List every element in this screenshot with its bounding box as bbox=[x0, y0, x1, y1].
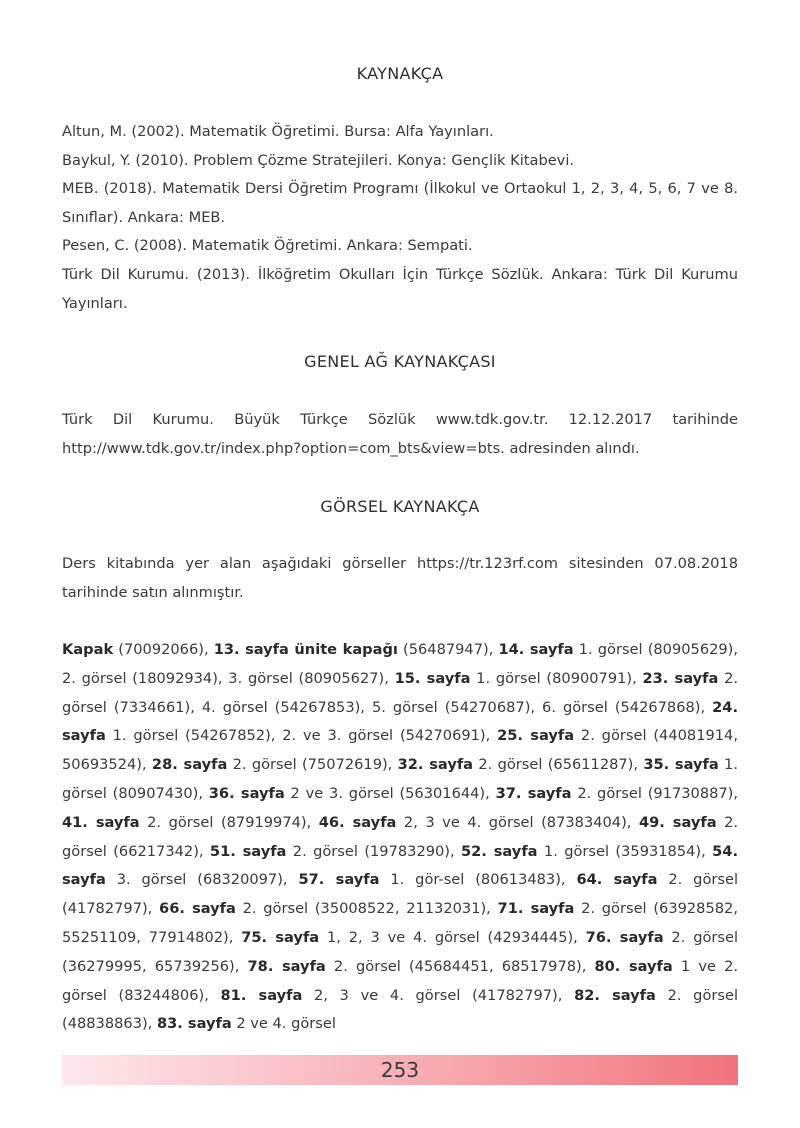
ref-page-label: 49. sayfa bbox=[638, 813, 717, 831]
ref-detail: 2. görsel (91730887), bbox=[571, 784, 739, 802]
ref-page-label: 66. sayfa bbox=[159, 900, 236, 918]
ref-page-label: 41. sayfa bbox=[62, 813, 140, 831]
ref-page-label: 13. sayfa ünite kapağı bbox=[213, 641, 398, 658]
ref-page-label: 23. sayfa bbox=[642, 669, 719, 687]
page-number: 253 bbox=[380, 1058, 420, 1082]
ref-detail: 1. görsel (80907430), bbox=[62, 756, 738, 802]
ref-page-label: 37. sayfa bbox=[495, 784, 572, 802]
ref-page-label: 75. sayfa bbox=[241, 928, 320, 946]
ref-detail: 1. görsel (80900791), bbox=[470, 669, 643, 687]
gorsel-intro-paragraph bbox=[62, 550, 738, 607]
ref-page-label: 51. sayfa bbox=[209, 842, 287, 860]
ref-detail: 3. görsel (68320097), bbox=[105, 871, 299, 889]
ref-detail: 2. görsel (36279995, 65739256), bbox=[62, 928, 739, 975]
ref-page-label: Kapak bbox=[62, 641, 114, 658]
gorsel-heading: GÖRSEL KAYNAKÇA bbox=[320, 497, 480, 516]
ref-detail: 2. görsel (65611287), bbox=[473, 756, 644, 774]
ref-detail: 2. görsel (66217342), bbox=[62, 813, 739, 860]
ref-page-label: 81. sayfa bbox=[220, 986, 303, 1004]
ref-detail: 2. görsel (75072619), bbox=[227, 756, 398, 774]
ref-detail: 2, 3 ve 4. görsel (87383404), bbox=[396, 813, 639, 831]
ref-detail: 2. görsel (44081914, 50693524), bbox=[62, 727, 738, 774]
ref-page-label: 64. sayfa bbox=[576, 871, 658, 889]
kaynakca-list bbox=[62, 118, 738, 318]
ref-detail: 1. görsel (35931854), bbox=[537, 842, 713, 860]
kaynakca-item: Baykul, Y. (2010). Problem Çözme Stratejileri. Konya: Gençlik Kitabevi. bbox=[62, 151, 575, 169]
ref-page-label: 46. sayfa bbox=[318, 813, 397, 831]
ref-detail: 1, 2, 3 ve 4. görsel (42934445), bbox=[319, 928, 586, 946]
genel-ag-paragraph bbox=[62, 406, 738, 463]
genel-ag-heading: GENEL AĞ KAYNAKÇASI bbox=[304, 352, 496, 371]
kaynakca-item: Pesen, C. (2008). Matematik Öğretimi. Ankara: Sempati. bbox=[62, 237, 473, 255]
ref-page-label: 76. sayfa bbox=[585, 928, 664, 946]
ref-detail: 2, 3 ve 4. görsel (41782797), bbox=[302, 986, 575, 1004]
ref-page-label: 32. sayfa bbox=[397, 756, 474, 774]
ref-page-label: 36. sayfa bbox=[208, 784, 285, 802]
gorsel-refs-paragraph bbox=[62, 636, 738, 1039]
ref-detail: 1. gör-sel (80613483), bbox=[379, 871, 577, 889]
ref-detail: 2 ve 4. görsel bbox=[231, 1015, 336, 1033]
ref-page-label: 24. sayfa bbox=[62, 698, 738, 745]
ref-page-label: 83. sayfa bbox=[156, 1015, 232, 1033]
ref-detail: (70092066), bbox=[113, 641, 214, 658]
ref-page-label: 28. sayfa bbox=[151, 756, 228, 774]
ref-detail: (56487947), bbox=[397, 641, 499, 658]
ref-page-label: 52. sayfa bbox=[461, 842, 538, 860]
ref-detail: 1. görsel (54267852), 2. ve 3. görsel (54270691), bbox=[105, 727, 498, 745]
ref-detail: 1. görsel (80905629), 2. görsel (18092934), 3. görsel (80905627), bbox=[62, 641, 739, 687]
kaynakca-item: Altun, M. (2002). Matematik Öğretimi. Bursa: Alfa Yayınları. bbox=[62, 123, 494, 140]
ref-detail: 2. görsel (41782797), bbox=[62, 871, 739, 918]
ref-detail: 2. görsel (35008522, 21132031), bbox=[235, 900, 498, 918]
ref-detail: 2 ve 3. görsel (56301644), bbox=[284, 784, 496, 802]
gorsel-intro-text: Ders kitabında yer alan aşağıdaki görseller https://tr.123rf.com sitesinden 07.08.2018 tarihinde satın alınmıştır. bbox=[62, 555, 738, 601]
ref-page-label: 82. sayfa bbox=[574, 986, 656, 1004]
kaynakca-item: MEB. (2018). Matematik Dersi Öğretim Programı (İlkokul ve Ortaokul 1, 2, 3, 4, 5, 6, 7 ve 8. Sınıflar). Ankara: MEB. bbox=[62, 180, 738, 226]
kaynakca-item: Türk Dil Kurumu. (2013). İlköğretim Okulları İçin Türkçe Sözlük. Ankara: Türk Dil Kurumu Yayınları. bbox=[62, 265, 738, 312]
ref-detail: 2. görsel (63928582, 55251109, 77914802), bbox=[62, 900, 738, 946]
ref-detail: 2. görsel (48838863), bbox=[62, 986, 739, 1033]
ref-page-label: 54. sayfa bbox=[62, 842, 738, 889]
ref-page-label: 15. sayfa bbox=[394, 669, 471, 687]
ref-detail: 1 ve 2. görsel (83244806), bbox=[62, 957, 739, 1004]
genel-ag-text: Türk Dil Kurumu. Büyük Türkçe Sözlük www.tdk.gov.tr. 12.12.2017 tarihinde http://www.tdk.gov.tr/index.php?option=com_bts&view=bts. adresinden alındı. bbox=[62, 411, 738, 457]
ref-page-label: 35. sayfa bbox=[643, 756, 719, 774]
ref-page-label: 14. sayfa bbox=[498, 641, 574, 658]
ref-detail: 2. görsel (87919974), bbox=[139, 813, 319, 831]
ref-page-label: 57. sayfa bbox=[298, 871, 380, 889]
ref-detail: 2. görsel (19783290), bbox=[286, 842, 462, 860]
ref-page-label: 80. sayfa bbox=[594, 957, 673, 975]
kaynakca-heading: KAYNAKÇA bbox=[356, 64, 444, 83]
ref-page-label: 25. sayfa bbox=[497, 727, 575, 745]
ref-detail: 2. görsel (7334661), 4. görsel (54267853), 5. görsel (54270687), 6. görsel (54267868), bbox=[62, 669, 738, 716]
ref-page-label: 78. sayfa bbox=[247, 957, 326, 975]
ref-detail: 2. görsel (45684451, 68517978), bbox=[325, 957, 595, 975]
ref-page-label: 71. sayfa bbox=[497, 900, 575, 918]
